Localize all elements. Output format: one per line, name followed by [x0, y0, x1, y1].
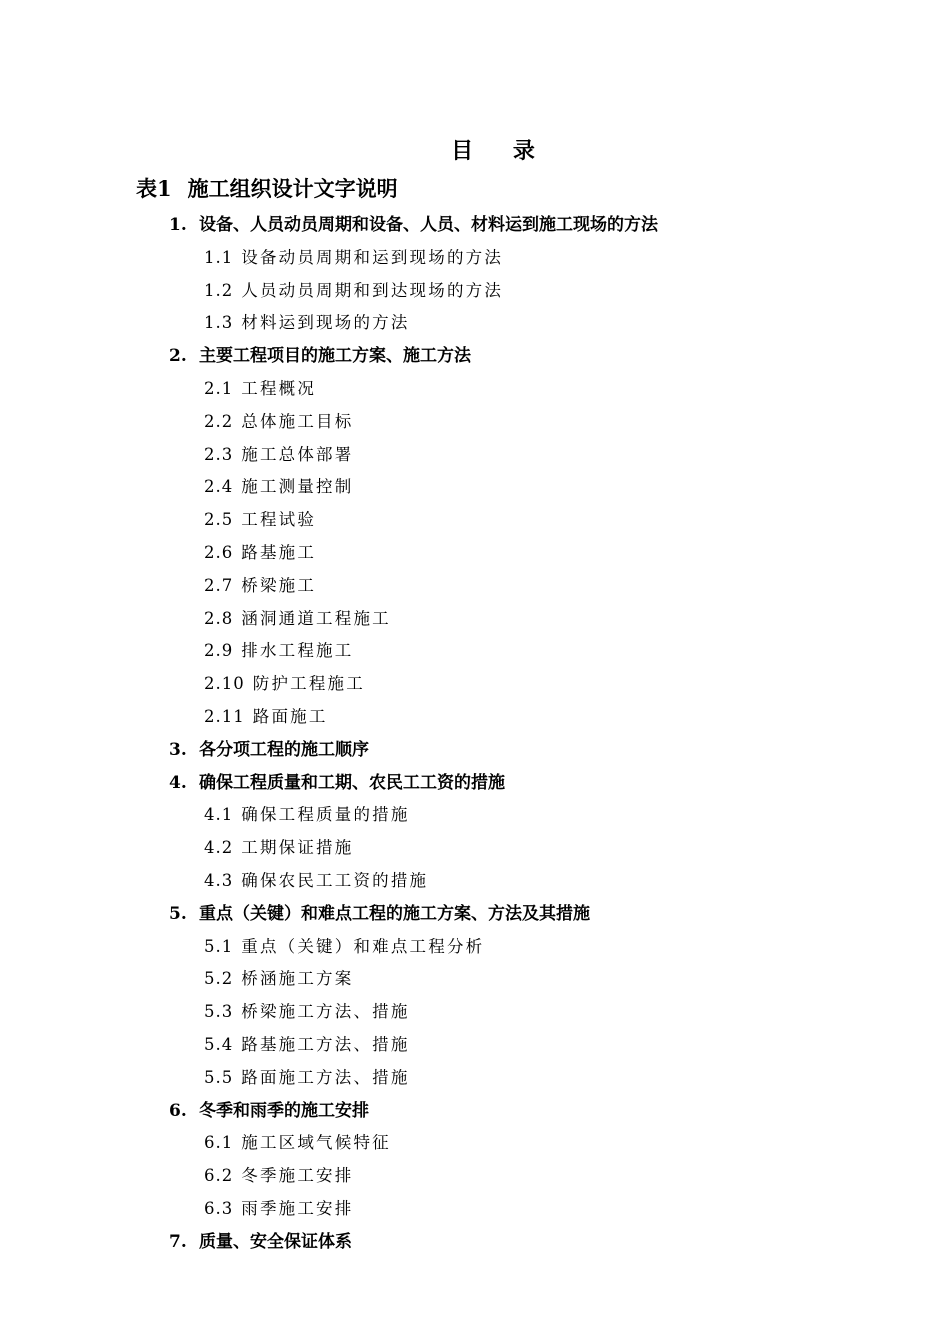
toc-section: [169, 1099, 369, 1123]
toc-subsection: [204, 279, 503, 303]
toc-entry-number: 2.8: [204, 608, 234, 628]
toc-entry-number: 4.3: [204, 871, 234, 890]
toc-entry-number: 2.: [169, 346, 187, 367]
toc-entry-number: 1.3: [204, 313, 234, 333]
toc-entry-text: 施工总体部署: [241, 444, 354, 464]
toc-entry-number: 2.4: [204, 477, 234, 497]
toc-subsection: [204, 541, 316, 565]
toc-subsection: [204, 246, 503, 270]
toc-entry-text: 路面施工: [252, 707, 328, 726]
toc-subsection: [204, 803, 410, 827]
toc-entry-number: 5.5: [204, 1067, 234, 1087]
toc-section: [169, 213, 658, 237]
toc-entry-number: 3.: [169, 739, 187, 760]
toc-section: [169, 1230, 352, 1254]
toc-entry-text: 排水工程施工: [241, 641, 354, 661]
toc-subsection: [204, 639, 353, 663]
toc-entry-number: 1.1: [204, 247, 234, 267]
toc-entry-number: 6.3: [204, 1199, 234, 1218]
toc-entry-text: 冬季和雨季的施工安排: [199, 1100, 369, 1121]
toc-entry-text: 工程概况: [241, 379, 317, 398]
toc-entry-text: 重点（关键）和难点工程的施工方案、方法及其措施: [199, 903, 590, 924]
table-heading: [136, 173, 398, 203]
toc-entry-text: 设备、人员动员周期和设备、人员、材料运到施工现场的方法: [199, 215, 658, 235]
toc-subsection: [204, 672, 365, 696]
toc-subsection: [204, 836, 353, 860]
toc-entry-text: 确保工程质量和工期、农民工工资的措施: [199, 772, 505, 793]
toc-subsection: [204, 1197, 353, 1221]
toc-entry-text: 材料运到现场的方法: [241, 313, 410, 333]
toc-section: [169, 344, 471, 368]
toc-subsection: [204, 607, 391, 631]
toc-entry-text: 冬季施工安排: [241, 1166, 354, 1186]
toc-subsection: [204, 1131, 391, 1155]
toc-entry-number: 2.7: [204, 575, 234, 595]
toc-subsection: [204, 410, 353, 434]
toc-entry-number: 5.3: [204, 1002, 234, 1022]
toc-entry-text: 总体施工目标: [241, 411, 354, 431]
toc-entry-text: 雨季施工安排: [241, 1199, 354, 1218]
toc-entry-text: 桥梁施工方法、措施: [241, 1002, 410, 1022]
toc-subsection: [204, 1164, 353, 1188]
toc-entry-text: 路基施工方法、措施: [241, 1035, 410, 1054]
table-heading-number: 表1: [136, 176, 172, 201]
toc-entry-number: 4.1: [204, 805, 234, 825]
toc-entry-number: 4.2: [204, 838, 234, 858]
toc-entry-text: 各分项工程的施工顺序: [199, 739, 369, 760]
toc-entry-text: 工程试验: [241, 510, 317, 530]
table-heading-text: 施工组织设计文字说明: [187, 176, 398, 201]
toc-entry-text: 确保农民工工资的措施: [241, 871, 429, 890]
toc-subsection: [204, 1066, 410, 1090]
toc-entry-number: 6.1: [204, 1133, 234, 1153]
toc-section: [169, 902, 590, 926]
toc-entry-number: 2.6: [204, 543, 234, 562]
toc-entry-text: 施工区域气候特征: [241, 1133, 391, 1153]
toc-entry-number: 2.5: [204, 510, 234, 530]
toc-entry-number: 1.2: [204, 280, 234, 300]
toc-entry-number: 5.: [169, 903, 187, 924]
toc-subsection: [204, 311, 410, 335]
toc-entry-number: 5.4: [204, 1035, 234, 1054]
toc-entry-number: 5.2: [204, 969, 234, 989]
toc-subsection: [204, 1000, 410, 1024]
toc-entry-number: 2.3: [204, 444, 234, 464]
toc-entry-text: 重点（关键）和难点工程分析: [241, 936, 485, 956]
toc-subsection: [204, 377, 316, 401]
toc-entry-text: 人员动员周期和到达现场的方法: [241, 280, 504, 300]
toc-entry-number: 6.: [169, 1100, 187, 1121]
toc-subsection: [204, 967, 353, 991]
toc-subsection: [204, 705, 328, 729]
toc-entry-number: 2.2: [204, 411, 234, 431]
page-title: 目 录: [451, 138, 551, 164]
toc-entry-text: 质量、安全保证体系: [199, 1231, 352, 1252]
toc-entry-text: 桥涵施工方案: [241, 969, 354, 989]
toc-entry-text: 设备动员周期和运到现场的方法: [241, 247, 504, 267]
toc-entry-number: 2.9: [204, 641, 234, 661]
toc-entry-text: 涵洞通道工程施工: [241, 608, 391, 628]
toc-subsection: [204, 508, 316, 532]
toc-subsection: [204, 935, 484, 959]
toc-entry-text: 施工测量控制: [241, 477, 354, 497]
toc-entry-text: 路面施工方法、措施: [241, 1067, 410, 1087]
toc-entry-number: 7.: [169, 1231, 187, 1252]
toc-section: [169, 771, 505, 795]
toc-subsection: [204, 574, 316, 598]
toc-entry-number: 2.11: [204, 707, 245, 726]
toc-entry-text: 防护工程施工: [252, 674, 365, 694]
toc-entry-text: 工期保证措施: [241, 838, 354, 858]
toc-subsection: [204, 443, 353, 467]
toc-entry-number: 2.1: [204, 379, 234, 398]
toc-subsection: [204, 869, 428, 893]
toc-entry-number: 6.2: [204, 1166, 234, 1186]
toc-entry-text: 主要工程项目的施工方案、施工方法: [199, 346, 471, 367]
toc-subsection: [204, 475, 353, 499]
toc-entry-text: 路基施工: [241, 543, 317, 562]
toc-entry-text: 桥梁施工: [241, 575, 317, 595]
toc-section: [169, 738, 369, 762]
toc-entry-number: 2.10: [204, 674, 245, 694]
toc-entry-number: 1.: [169, 215, 187, 235]
toc-entry-number: 5.1: [204, 936, 234, 956]
toc-entry-text: 确保工程质量的措施: [241, 805, 410, 825]
toc-entry-number: 4.: [169, 772, 187, 793]
toc-subsection: [204, 1033, 410, 1057]
